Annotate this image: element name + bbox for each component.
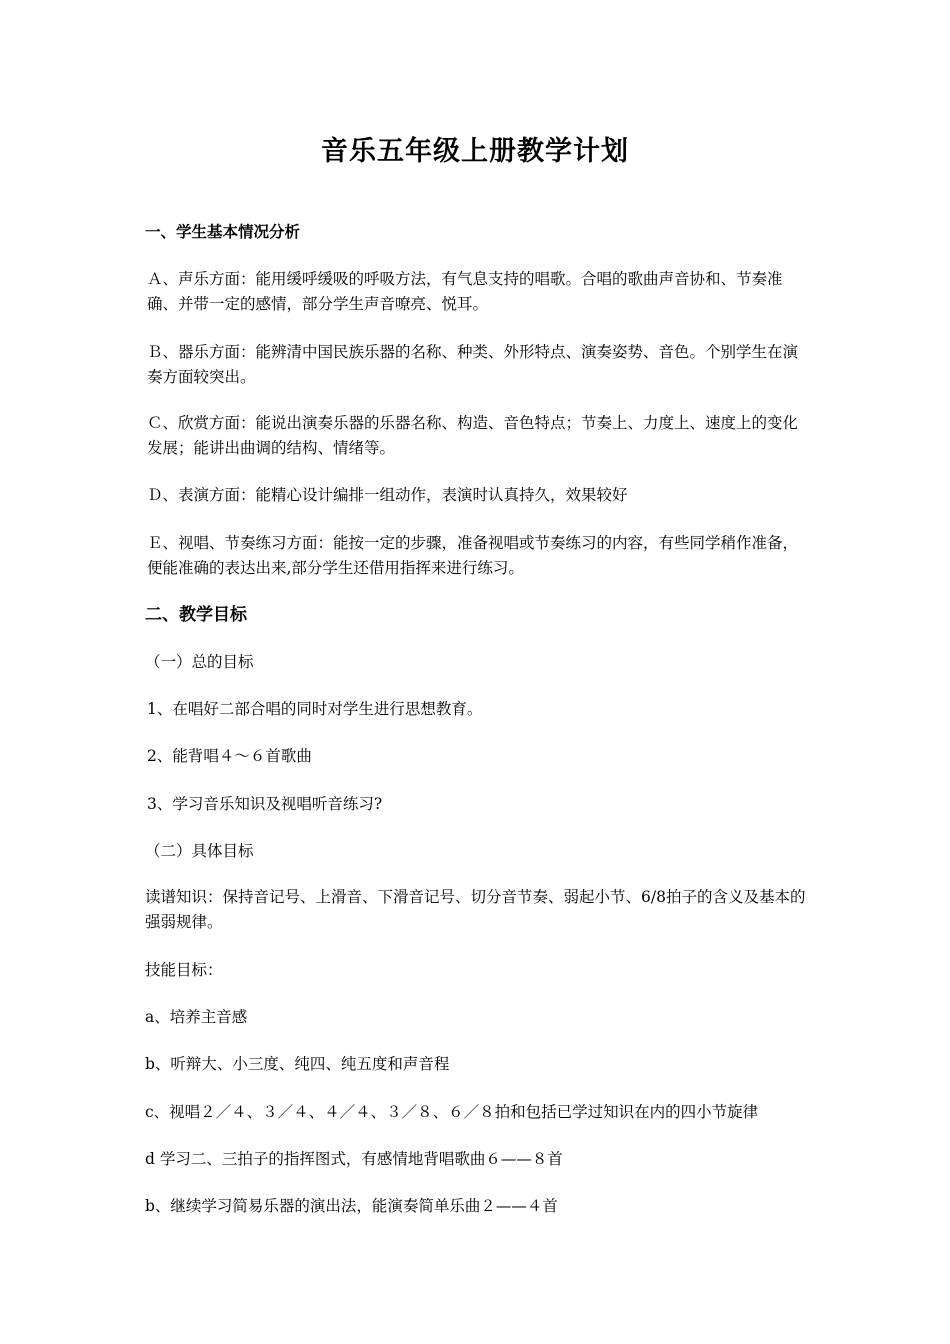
paragraph-vocal: Ａ、声乐方面：能用缓呼缓吸的呼吸方法，有气息支持的唱歌。合唱的歌曲声音协和、节奏准确、并带一定的感情，部分学生声音嘹亮、悦耳。 xyxy=(147,270,783,313)
skill-item-c: c、视唱２／４、３／４、４／４、３／８、６／８拍和包括已学过知识在内的四小节旋律 xyxy=(145,1103,759,1121)
skill-item-d: d 学习二、三拍子的指挥图式，有感情地背唱歌曲６——８首 xyxy=(145,1150,563,1168)
skill-item-b2: b、继续学习简易乐器的演出法，能演奏简单乐曲２——４首 xyxy=(145,1197,558,1215)
paragraph-reading-knowledge: 读谱知识：保持音记号、上滑音、下滑音记号、切分音节奏、弱起小节、6/8拍子的含义及基本的强弱规律。 xyxy=(145,888,806,931)
paragraph-appreciation: Ｃ、欣赏方面：能说出演奏乐器的乐器名称、构造、音色特点；节奏上、力度上、速度上的变化发展；能讲出曲调的结构、情绪等。 xyxy=(147,414,799,457)
subheading-general-goals: （一）总的目标 xyxy=(145,653,254,671)
skills-label: 技能目标： xyxy=(145,961,223,979)
goal-item-2: 2、能背唱４～６首歌曲 xyxy=(147,747,312,765)
paragraph-sight-singing: Ｅ、视唱、节奏练习方面：能按一定的步骤，准备视唱或节奏练习的内容，有些同学稍作准备，便能准确的表达出来,部分学生还借用指挥来进行练习。 xyxy=(147,534,799,577)
goal-item-3: 3、学习音乐知识及视唱听音练习? xyxy=(147,795,383,813)
skill-item-a: a、培养主音感 xyxy=(145,1008,248,1026)
skill-item-b: b、听辩大、小三度、纯四、纯五度和声音程 xyxy=(145,1055,450,1073)
goal-item-1: 1、在唱好二部合唱的同时对学生进行思想教育。 xyxy=(147,700,483,718)
subheading-specific-goals: （二）具体目标 xyxy=(145,842,254,860)
paragraph-instrumental: Ｂ、器乐方面：能辨清中国民族乐器的名称、种类、外形特点、演奏姿势、音色。个别学生在演奏方面较突出。 xyxy=(147,343,799,386)
document-title: 音乐五年级上册教学计划 xyxy=(321,136,629,167)
section-heading-student-analysis: 一、学生基本情况分析 xyxy=(145,223,301,241)
section-heading-teaching-goals: 二、教学目标 xyxy=(145,605,247,625)
paragraph-performance: Ｄ、表演方面：能精心设计编排一组动作，表演时认真持久，效果较好 xyxy=(147,486,628,504)
